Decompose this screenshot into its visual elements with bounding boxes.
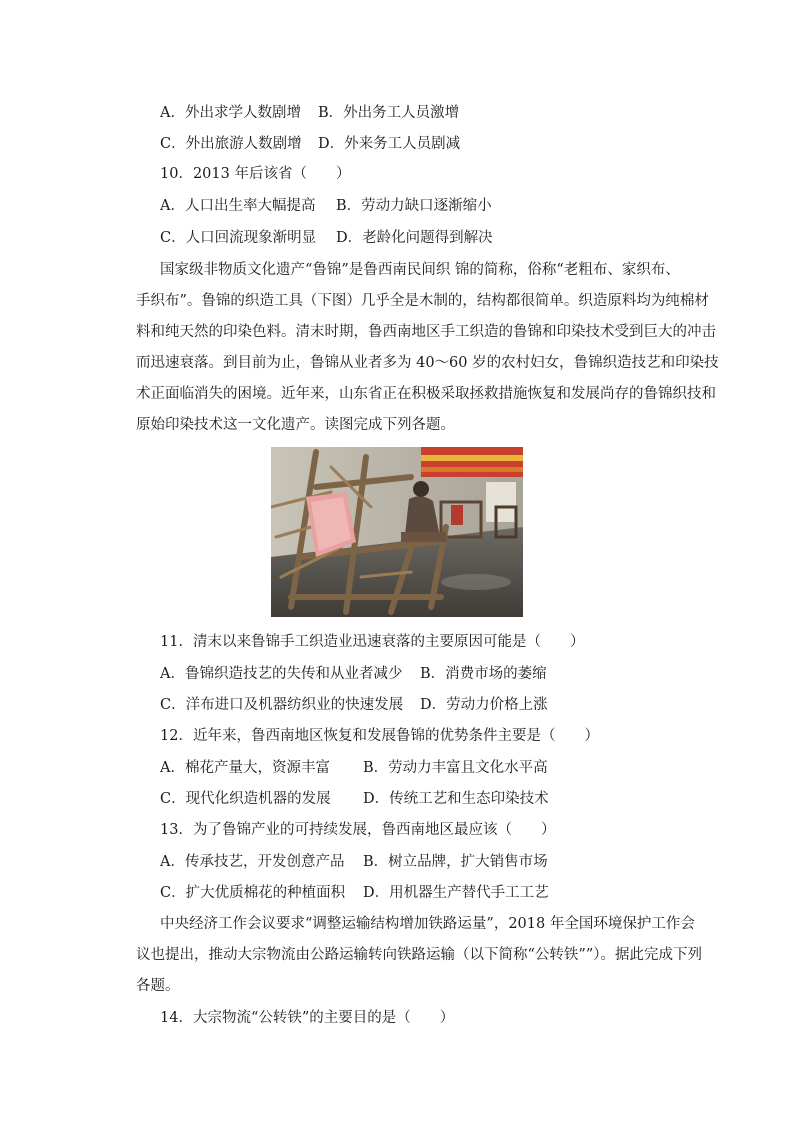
passage2-line-1: 中央经济工作会议要求“调整运输结构增加铁路运量”，2018 年全国环境保护工作会 bbox=[160, 916, 695, 932]
q13-option-b: B．树立品牌，扩大销售市场 bbox=[363, 854, 548, 870]
q9-option-c: C．外出旅游人数剧增 bbox=[160, 136, 302, 152]
passage1-line-2: 手织布”。鲁锦的织造工具（下图）几乎全是木制的，结构都很简单。织造原料均为纯棉材 bbox=[136, 293, 709, 309]
q10-option-d: D．老龄化问题得到解决 bbox=[336, 230, 493, 246]
passage1-line-1: 国家级非物质文化遗产“鲁锦”是鲁西南民间织 锦的简称，俗称“老粗布、家织布、 bbox=[160, 262, 680, 278]
q10-option-a: A．人口出生率大幅提高 bbox=[160, 198, 316, 214]
q13-option-c: C．扩大优质棉花的种植面积 bbox=[160, 885, 346, 901]
q11-option-c: C．洋布进口及机器纺织业的快速发展 bbox=[160, 697, 404, 713]
q12-option-d: D．传统工艺和生态印染技术 bbox=[363, 791, 549, 807]
q12-option-b: B．劳动力丰富且文化水平高 bbox=[363, 760, 548, 776]
q12-option-a: A．棉花产量大，资源丰富 bbox=[160, 760, 330, 776]
q11-stem: 11．清末以来鲁锦手工织造业迅速衰落的主要原因可能是（ ） bbox=[160, 634, 585, 650]
q11-option-d: D．劳动力价格上涨 bbox=[420, 697, 548, 713]
q9-option-d: D．外来务工人员剧减 bbox=[318, 136, 461, 152]
passage2-line-3: 各题。 bbox=[136, 978, 180, 994]
q10-option-c: C．人口回流现象渐明显 bbox=[160, 230, 317, 246]
q13-option-d: D．用机器生产替代手工工艺 bbox=[363, 885, 549, 901]
q9-option-b: B．外出务工人员激增 bbox=[318, 105, 460, 121]
passage2-line-2: 议也提出，推动大宗物流由公路运输转向铁路运输（以下简称“公转铁””）。据此完成下列 bbox=[136, 947, 702, 963]
passage1-line-5: 术正面临消失的困境。近年来，山东省正在积极采取拯救措施恢复和发展尚存的鲁锦织技和 bbox=[136, 386, 716, 402]
loom-photo bbox=[271, 447, 523, 617]
passage1-line-4: 而迅速衰落。到目前为止，鲁锦从业者多为 40～60 岁的农村妇女，鲁锦织造技艺和印染技 bbox=[136, 355, 719, 371]
q11-option-b: B．消费市场的萎缩 bbox=[420, 666, 547, 682]
q12-stem: 12．近年来，鲁西南地区恢复和发展鲁锦的优势条件主要是（ ） bbox=[160, 728, 599, 744]
q11-option-a: A．鲁锦织造技艺的失传和从业者减少 bbox=[160, 666, 403, 682]
q9-option-a: A．外出求学人数剧增 bbox=[160, 105, 301, 121]
q10-stem: 10．2013 年后该省（ ） bbox=[160, 166, 351, 182]
q14-stem: 14．大宗物流“公转铁”的主要目的是（ ） bbox=[160, 1010, 455, 1026]
q13-option-a: A．传承技艺，开发创意产品 bbox=[160, 854, 345, 870]
q12-option-c: C．现代化织造机器的发展 bbox=[160, 791, 331, 807]
passage1-line-3: 料和纯天然的印染色料。清末时期，鲁西南地区手工织造的鲁锦和印染技术受到巨大的冲击 bbox=[136, 324, 716, 340]
q10-option-b: B．劳动力缺口逐渐缩小 bbox=[336, 198, 492, 214]
q13-stem: 13．为了鲁锦产业的可持续发展，鲁西南地区最应该（ ） bbox=[160, 822, 556, 838]
passage1-line-6: 原始印染技术这一文化遗产。读图完成下列各题。 bbox=[136, 417, 455, 433]
